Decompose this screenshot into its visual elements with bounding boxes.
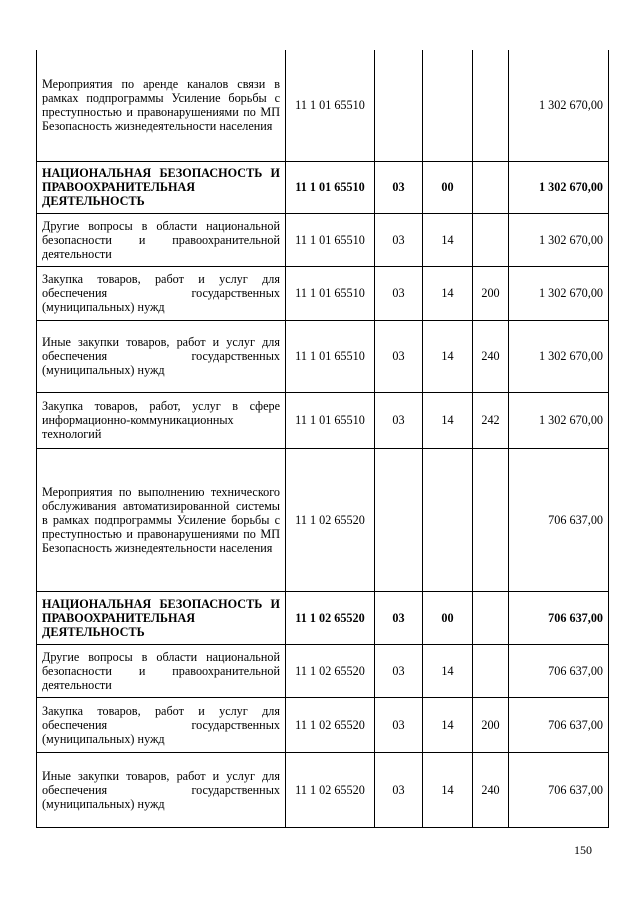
row-amount: 1 302 670,00 [509, 161, 609, 213]
row-expense-type [473, 644, 509, 697]
row-section: 03 [375, 161, 423, 213]
row-section: 03 [375, 591, 423, 644]
row-description: Закупка товаров, работ, услуг в сфере информационно-коммуникационных технологий [37, 392, 286, 448]
row-expense-type [473, 448, 509, 591]
row-amount: 1 302 670,00 [509, 213, 609, 266]
row-expense-type: 240 [473, 320, 509, 392]
row-target-article: 11 1 01 65510 [286, 213, 375, 266]
table-row [37, 644, 609, 697]
row-subsection [423, 448, 473, 591]
row-amount: 1 302 670,00 [509, 50, 609, 161]
row-amount: 1 302 670,00 [509, 320, 609, 392]
table-row [37, 320, 609, 392]
row-subsection: 14 [423, 266, 473, 320]
row-section: 03 [375, 697, 423, 752]
page-number: 150 [574, 843, 592, 857]
row-section [375, 448, 423, 591]
table-row [37, 50, 609, 161]
table-row [37, 213, 609, 266]
row-description: НАЦИОНАЛЬНАЯ БЕЗОПАСНОСТЬ И ПРАВООХРАНИТЕЛЬНАЯ ДЕЯТЕЛЬНОСТЬ [37, 161, 286, 213]
row-expense-type: 240 [473, 752, 509, 827]
row-amount: 706 637,00 [509, 697, 609, 752]
row-amount: 706 637,00 [509, 591, 609, 644]
row-description: Мероприятия по выполнению технического обслуживания автоматизированной системы в рамках подпрограммы Усиление борьбы с преступностью и правонарушениями по МП Безопасность жизнедеятельности населения [37, 448, 286, 591]
row-description: Закупка товаров, работ и услуг для обеспечения государственных (муниципальных) нужд [37, 266, 286, 320]
row-subsection: 14 [423, 644, 473, 697]
row-description: Закупка товаров, работ и услуг для обеспечения государственных (муниципальных) нужд [37, 697, 286, 752]
row-subsection: 14 [423, 752, 473, 827]
row-expense-type: 200 [473, 697, 509, 752]
row-subsection [423, 50, 473, 161]
row-expense-type [473, 591, 509, 644]
row-target-article: 11 1 01 65510 [286, 392, 375, 448]
row-description: Иные закупки товаров, работ и услуг для обеспечения государственных (муниципальных) нужд [37, 752, 286, 827]
row-subsection: 14 [423, 392, 473, 448]
row-expense-type [473, 50, 509, 161]
row-target-article: 11 1 02 65520 [286, 448, 375, 591]
row-section: 03 [375, 752, 423, 827]
table-row [37, 392, 609, 448]
row-expense-type [473, 161, 509, 213]
row-section: 03 [375, 644, 423, 697]
row-section: 03 [375, 266, 423, 320]
row-target-article: 11 1 01 65510 [286, 320, 375, 392]
row-subsection: 14 [423, 320, 473, 392]
row-description: НАЦИОНАЛЬНАЯ БЕЗОПАСНОСТЬ И ПРАВООХРАНИТЕЛЬНАЯ ДЕЯТЕЛЬНОСТЬ [37, 591, 286, 644]
table-row [37, 752, 609, 827]
row-section [375, 50, 423, 161]
table-row [37, 697, 609, 752]
row-target-article: 11 1 02 65520 [286, 752, 375, 827]
table-row [37, 161, 609, 213]
row-amount: 1 302 670,00 [509, 266, 609, 320]
row-expense-type [473, 213, 509, 266]
row-amount: 1 302 670,00 [509, 392, 609, 448]
budget-table [36, 50, 609, 828]
row-target-article: 11 1 01 65510 [286, 50, 375, 161]
row-section: 03 [375, 213, 423, 266]
row-subsection: 00 [423, 161, 473, 213]
row-section: 03 [375, 320, 423, 392]
row-target-article: 11 1 02 65520 [286, 644, 375, 697]
row-amount: 706 637,00 [509, 752, 609, 827]
row-description: Иные закупки товаров, работ и услуг для обеспечения государственных (муниципальных) нужд [37, 320, 286, 392]
row-description: Другие вопросы в области национальной безопасности и правоохранительной деятельности [37, 213, 286, 266]
row-subsection: 14 [423, 213, 473, 266]
budget-table-body [37, 50, 609, 827]
row-description: Другие вопросы в области национальной безопасности и правоохранительной деятельности [37, 644, 286, 697]
row-section: 03 [375, 392, 423, 448]
table-row [37, 591, 609, 644]
row-target-article: 11 1 02 65520 [286, 591, 375, 644]
row-target-article: 11 1 01 65510 [286, 266, 375, 320]
row-subsection: 00 [423, 591, 473, 644]
row-target-article: 11 1 01 65510 [286, 161, 375, 213]
row-description: Мероприятия по аренде каналов связи в рамках подпрограммы Усиление борьбы с преступностью и правонарушениями по МП Безопасность жизнедеятельности населения [37, 50, 286, 161]
table-row [37, 266, 609, 320]
row-target-article: 11 1 02 65520 [286, 697, 375, 752]
row-subsection: 14 [423, 697, 473, 752]
row-expense-type: 200 [473, 266, 509, 320]
row-amount: 706 637,00 [509, 448, 609, 591]
table-row [37, 448, 609, 591]
row-expense-type: 242 [473, 392, 509, 448]
row-amount: 706 637,00 [509, 644, 609, 697]
